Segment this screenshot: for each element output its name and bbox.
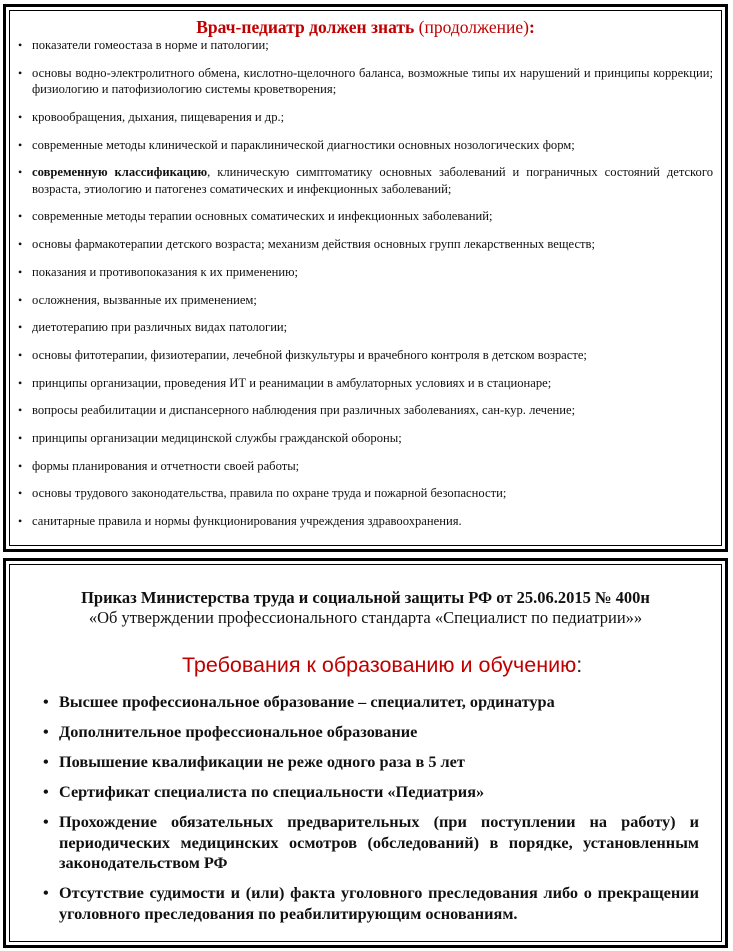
list-item bbox=[16, 236, 713, 253]
requirement-item: • Повышение квалификации не реже одного раза в 5 лет bbox=[42, 752, 699, 773]
list-item bbox=[16, 458, 713, 475]
slide1-title-main: Врач-педиатр должен знать bbox=[196, 17, 419, 37]
requirements-title-text: Требования к образованию и обучению bbox=[182, 653, 577, 677]
list-item-text: диетотерапию при различных видах патологии; bbox=[32, 320, 288, 335]
requirements-list bbox=[42, 692, 699, 934]
list-item bbox=[16, 319, 713, 336]
list-item bbox=[16, 402, 713, 419]
list-item bbox=[16, 264, 713, 281]
list-item-text: основы трудового законодательства, правила по охране труда и пожарной безопасности; bbox=[32, 486, 507, 501]
list-item bbox=[16, 347, 713, 364]
list-item-text: формы планирования и отчетности своей работы; bbox=[32, 458, 300, 473]
requirements-title-colon: : bbox=[576, 653, 583, 677]
list-item-text: современные методы клинической и параклинической диагностики основных нозологических форм; bbox=[32, 137, 575, 152]
list-item-text: вопросы реабилитации и диспансерного наблюдения при различных заболеваниях, сан-кур. лечение; bbox=[32, 403, 576, 418]
requirement-item: • Отсутствие судимости и (или) факта уголовного преследования либо о прекращении уголовного преследования по реабилитирующим основаниям. bbox=[42, 883, 699, 924]
list-item bbox=[16, 137, 713, 154]
requirements-title bbox=[182, 655, 725, 677]
list-item bbox=[16, 164, 713, 197]
list-item bbox=[16, 65, 713, 98]
list-item bbox=[16, 109, 713, 126]
list-item-text: кровообращения, дыхания, пищеварения и др.; bbox=[32, 109, 285, 124]
list-item bbox=[16, 513, 713, 530]
list-item-text: осложнения, вызванные их применением; bbox=[32, 292, 257, 307]
list-item bbox=[16, 37, 713, 54]
requirement-item: • Высшее профессиональное образование – специалитет, ординатура bbox=[42, 692, 699, 713]
slide1-title-continued: (продолжение) bbox=[418, 17, 529, 37]
list-item bbox=[16, 430, 713, 447]
requirement-item: • Сертификат специалиста по специальности «Педиатрия» bbox=[42, 782, 699, 803]
knowledge-list bbox=[16, 37, 713, 541]
requirement-item: • Дополнительное профессиональное образование bbox=[42, 722, 699, 743]
slide-professional-standard bbox=[3, 558, 728, 948]
list-item-text: основы фармакотерапии детского возраста; механизм действия основных групп лекарственных веществ; bbox=[32, 237, 595, 252]
requirement-item: • Прохождение обязательных предварительных (при поступлении на работу) и периодических медицинских осмотров (обследований) в порядке, установленным законодательством РФ bbox=[42, 812, 699, 874]
list-item-text: , клиническую симптоматику основных заболеваний и пограничных состояний детского возраста, этиологию и патогенез соматических и инфекционных заболеваний; bbox=[32, 165, 713, 196]
order-title: Приказ Министерства труда и социальной защиты РФ от 25.06.2015 № 400н bbox=[81, 588, 650, 607]
list-item bbox=[16, 208, 713, 225]
list-item-text: основы фитотерапии, физиотерапии, лечебной физкультуры и врачебного контроля в детском возрасте; bbox=[32, 347, 587, 362]
list-item bbox=[16, 485, 713, 502]
order-heading bbox=[6, 588, 725, 628]
list-item-text: современные методы терапии основных соматических и инфекционных заболеваний; bbox=[32, 209, 493, 224]
list-item bbox=[16, 375, 713, 392]
slide1-title bbox=[6, 19, 725, 37]
list-item-text: показатели гомеостаза в норме и патологии; bbox=[32, 38, 269, 52]
list-item-text: показания и противопоказания к их применению; bbox=[32, 264, 299, 279]
list-item-text: санитарные правила и нормы функционирования учреждения здравоохранения. bbox=[32, 514, 462, 528]
list-item bbox=[16, 292, 713, 309]
list-item-text: принципы организации медицинской службы гражданской обороны; bbox=[32, 430, 402, 445]
slide-pediatrician-knowledge bbox=[3, 4, 728, 552]
list-item-text: основы водно-электролитного обмена, кислотно-щелочного баланса, возможные типы их нарушений и принципы коррекции; физиологию и патофизиологию системы кроветворения; bbox=[32, 65, 713, 97]
order-subtitle: «Об утверждении профессионального стандарта «Специалист по педиатрии»» bbox=[88, 608, 643, 627]
list-item-text: принципы организации, проведения ИТ и реанимации в амбулаторных условиях и в стационаре; bbox=[32, 375, 552, 390]
slide1-title-colon: : bbox=[528, 17, 535, 37]
list-item-bold-text: современную классификацию bbox=[32, 165, 208, 180]
